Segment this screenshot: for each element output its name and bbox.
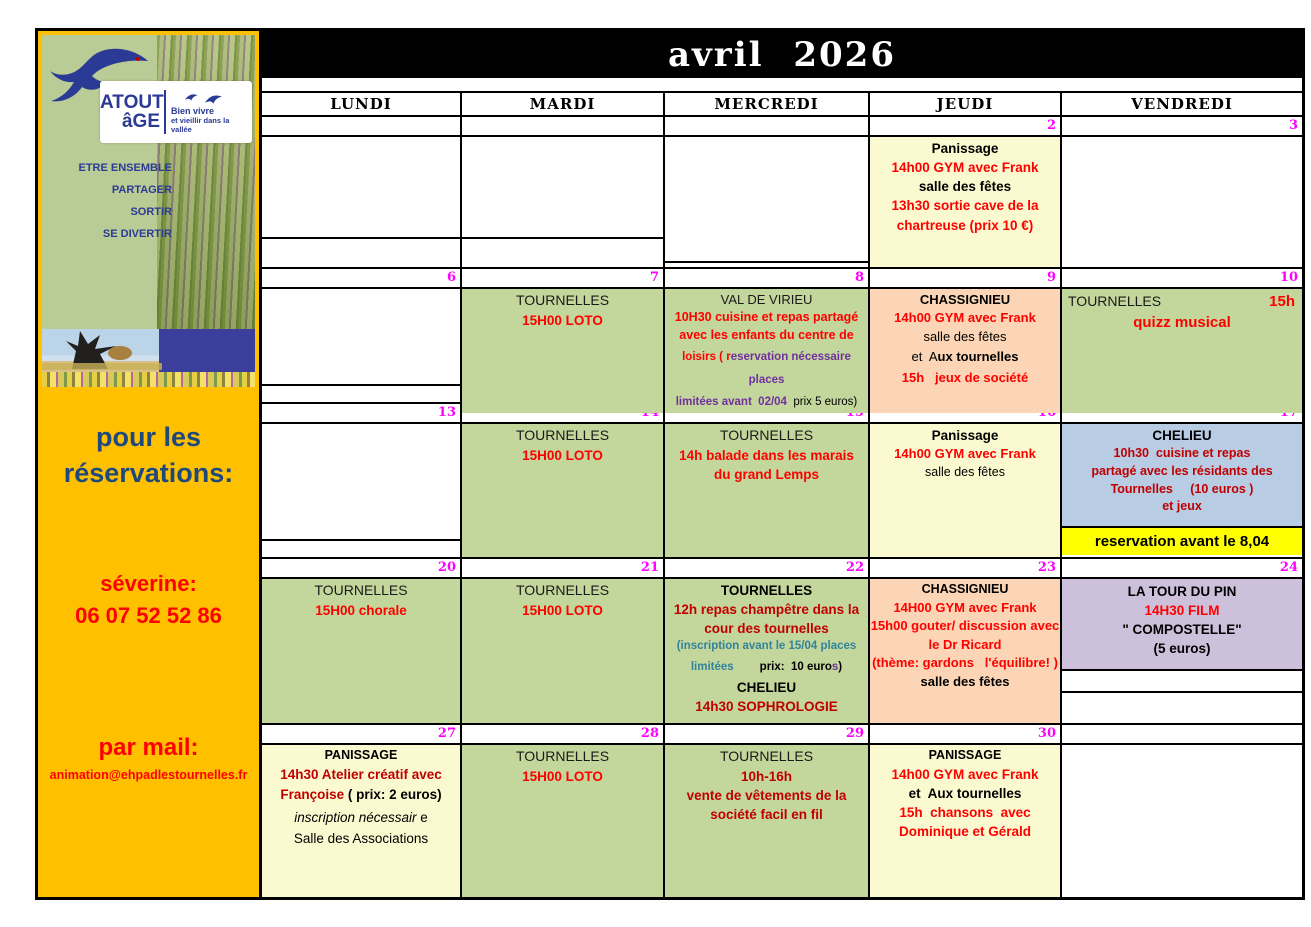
day-number-28: 28: [462, 725, 665, 743]
event-location: TOURNELLES: [719, 748, 814, 764]
event-location: TOURNELLES: [1068, 293, 1162, 309]
event-line: 14H30 FILM: [1144, 603, 1220, 619]
sidebar-contact-info: [38, 419, 259, 782]
event-line: 15H00 chorale: [315, 602, 407, 618]
event-line: (5 euros): [1153, 641, 1211, 657]
event-segment: et A: [911, 349, 938, 365]
empty-cell: [1062, 745, 1302, 897]
day-number-29: 29: [665, 725, 870, 743]
event-line: 15H00 LOTO: [522, 312, 603, 328]
logo-tagline-2: et vieillir dans la vallée: [171, 116, 230, 135]
reservations-heading: [38, 419, 259, 492]
day-number-30: 30: [870, 725, 1062, 743]
event-segment: 15h: [1269, 293, 1295, 310]
cell-divider: [262, 384, 460, 386]
event-cell-april-22: [665, 579, 870, 723]
event-line: salle des fêtes: [920, 673, 1010, 689]
flower-mosaic: [42, 372, 255, 387]
day-number-20: 20: [262, 559, 462, 577]
event-line: 12h repas champêtre dans la: [673, 602, 860, 618]
event-line: salle des fêtes: [925, 464, 1005, 479]
event-line: quizz musical: [1133, 314, 1231, 332]
day-number-13: 13: [262, 404, 462, 422]
contact-phone: 06 07 52 52 86: [75, 602, 222, 628]
empty-cell: [262, 289, 462, 413]
event-location: Panissage: [931, 428, 999, 443]
week1-number-row: [262, 117, 1302, 137]
day-number: [262, 117, 462, 135]
mail-address: animation@ehpadlestournelles.fr: [49, 768, 248, 783]
reservation-highlight: reservation avant le 8,04: [1062, 528, 1302, 555]
event-line: 14h00 GYM avec Frank: [894, 310, 1036, 326]
event-location: TOURNELLES: [515, 748, 610, 764]
cell-divider: [262, 539, 460, 541]
empty-strip: [1062, 671, 1302, 693]
day-number-9: 9: [870, 269, 1062, 287]
empty-cell: [462, 137, 665, 267]
event-location: CHASSIGNIEU: [919, 292, 1011, 307]
event-segment: eservation nécessaire places: [730, 350, 855, 386]
sidebar: [38, 31, 262, 897]
week4-number-row: [262, 559, 1302, 579]
sculpture-photo: [42, 329, 159, 372]
week1-content-row: [262, 137, 1302, 269]
event-segment: prix 5 euros): [786, 396, 858, 409]
reservations-line1: pour les: [95, 422, 202, 452]
event-segment: prix: 10 euro: [759, 660, 832, 673]
weekday-header-vendredi: VENDREDI: [1131, 95, 1233, 113]
event-line: 14h00 GYM avec Frank: [891, 766, 1039, 782]
day-number-3: 3: [1288, 118, 1298, 133]
event-location: VAL DE VIRIEU: [720, 292, 813, 307]
week5-content-row: [262, 745, 1302, 897]
event-line: 14h balade dans les marais: [679, 447, 854, 463]
event-line: cour des tournelles: [704, 621, 829, 637]
values-list: [46, 157, 172, 245]
week3-content-row: [262, 424, 1302, 559]
event-cell-april-14: [462, 424, 665, 557]
event-location: PANISSAGE: [324, 748, 398, 762]
event-line: 14h30 Atelier créatif avec: [280, 766, 442, 782]
cell-divider: [262, 237, 460, 239]
event-line: 14h30 SOPHROLOGIE: [695, 698, 838, 714]
event-line: [262, 784, 460, 807]
event-location: TOURNELLES: [515, 582, 610, 598]
event-cell-april-8: [665, 289, 870, 413]
event-segment: inscription nécessair: [294, 809, 417, 825]
photo-strip: [42, 329, 255, 387]
blue-panel: [159, 329, 255, 372]
contact-block: [38, 568, 259, 632]
event-line: 13h30 sortie cave de la: [891, 198, 1039, 214]
event-segment: ( prix: 2 euros): [344, 786, 442, 802]
spacer-row: [262, 78, 1302, 93]
small-birds-icon: [185, 92, 229, 106]
event-cell-april-23: [870, 579, 1062, 723]
value-item: SORTIR: [130, 206, 172, 218]
event-line: [262, 807, 460, 830]
event-location: TOURNELLES: [719, 427, 814, 443]
day-number-23: 23: [870, 559, 1062, 577]
value-item: PARTAGER: [111, 184, 172, 196]
event-line: salle des fêtes: [923, 328, 1007, 344]
day-number-6: 6: [262, 269, 462, 287]
empty-cell: [665, 137, 870, 267]
event-segment: ux tournelles: [937, 349, 1019, 365]
event-line: partagé avec les résidants des: [1091, 463, 1273, 478]
day-number-24: 24: [1279, 560, 1298, 575]
event-location: CHELIEU: [736, 679, 797, 695]
month-title: avril 2026: [262, 31, 1302, 78]
contact-name: séverine:: [100, 570, 197, 596]
event-cell-april-29: [665, 745, 870, 897]
event-line: 10h30 cuisine et repas: [1113, 446, 1251, 461]
event-line: vente de vêtements de la: [686, 788, 847, 804]
event-line: Dominique et Gérald: [898, 824, 1032, 840]
event-line: avec les enfants du centre de: [679, 328, 854, 343]
day-number-21: 21: [462, 559, 665, 577]
event-line: [1062, 291, 1302, 312]
week2-number-row: [262, 269, 1302, 289]
logo-tagline: [171, 90, 252, 135]
event-cell-april-10: [1062, 289, 1302, 413]
event-line: (thème: gardons l'équilibre! ): [872, 655, 1058, 671]
day-number: [1062, 725, 1302, 743]
day-number-22: 22: [665, 559, 870, 577]
event-line: 15H00 LOTO: [522, 447, 603, 463]
event-line: [665, 345, 868, 390]
logo-wordmark: [100, 92, 164, 132]
event-line: et Aux tournelles: [908, 785, 1022, 801]
event-line: du grand Lemps: [713, 467, 819, 483]
event-line: " COMPOSTELLE": [1122, 622, 1242, 638]
event-line: (inscription avant le 15/04 places: [676, 640, 857, 653]
calendar: [262, 31, 1302, 897]
week2-content-row: [262, 289, 1302, 409]
day-number-8: 8: [665, 269, 870, 287]
event-cell-april-17: [1062, 424, 1302, 557]
event-line: 15h jeux de société: [901, 370, 1029, 386]
event-line: et jeux: [1162, 499, 1202, 514]
empty-cell: [262, 424, 462, 557]
page-frame: [35, 28, 1305, 900]
logo-brand-bottom: âGE: [121, 111, 160, 132]
logo-brand-top: ATOUT: [100, 92, 164, 113]
event-line: 15H00 LOTO: [522, 602, 603, 618]
event-line: 15H00 LOTO: [522, 768, 603, 784]
weekday-header-mardi: MARDI: [462, 93, 665, 115]
logo-divider: [164, 90, 166, 134]
event-cell-april-16: [870, 424, 1062, 557]
reservations-line2: réservations:: [63, 458, 234, 489]
day-number-7: 7: [462, 269, 665, 287]
mail-block: [38, 734, 259, 783]
event-segment: s: [831, 660, 839, 673]
day-number-10: 10: [1279, 270, 1298, 285]
empty-cell: [262, 137, 462, 267]
event-location: CHASSIGNIEU: [921, 582, 1009, 596]
value-item: ETRE ENSEMBLE: [78, 162, 172, 174]
event-cell-april-21: [462, 579, 665, 723]
cell-divider: [665, 261, 868, 263]
day-number-27: 27: [262, 725, 462, 743]
event-segment: Françoise: [280, 786, 345, 802]
day-number: [462, 117, 665, 135]
event-segment: loisirs ( r: [682, 350, 731, 363]
event-location: LA TOUR DU PIN: [1127, 584, 1237, 599]
day-number: [665, 117, 870, 135]
event-line: [665, 655, 868, 678]
weekday-header-lundi: LUNDI: [262, 93, 462, 115]
event-segment: limitées avant 02/04: [675, 396, 787, 409]
event-location: PANISSAGE: [928, 748, 1002, 762]
event-line: Salle des Associations: [293, 831, 429, 847]
event-location: TOURNELLES: [314, 582, 408, 598]
event-line: [665, 390, 868, 413]
event-location: TOURNELLES: [515, 292, 610, 308]
weekday-header-jeudi: JEUDI: [870, 93, 1062, 115]
event-cell-blue: [1062, 424, 1302, 528]
event-segment: e: [416, 809, 428, 825]
event-location: CHELIEU: [1152, 428, 1212, 443]
event-line: 10h-16h: [740, 768, 793, 784]
empty-cell: [1062, 137, 1302, 267]
event-line: Tournelles (10 euros ): [1110, 481, 1254, 496]
event-cell-april-28: [462, 745, 665, 897]
event-line: société facil en fil: [710, 807, 823, 823]
event-segment: ): [838, 660, 843, 673]
event-line: [870, 346, 1060, 369]
event-location: TOURNELLES: [515, 427, 610, 443]
event-cell-april-27: [262, 745, 462, 897]
event-line: le Dr Ricard: [928, 636, 1002, 652]
event-location: TOURNELLES: [720, 583, 813, 598]
week5-number-row: [262, 725, 1302, 745]
weekday-header-row: [262, 93, 1302, 117]
week4-content-row: [262, 579, 1302, 725]
weekday-header-mercredi: MERCREDI: [665, 93, 870, 115]
event-line: salle des fêtes: [918, 179, 1012, 195]
event-cell-april-30: [870, 745, 1062, 897]
event-line: 14H00 GYM avec Frank: [893, 599, 1037, 615]
event-cell-april-20: [262, 579, 462, 723]
event-line: 14h00 GYM avec Frank: [891, 160, 1039, 176]
event-cell-april-15: [665, 424, 870, 557]
cell-divider: [462, 237, 663, 239]
logo-tagline-1: Bien vivre: [171, 105, 215, 116]
event-cell-april-7: [462, 289, 665, 413]
event-cell-april-9: [870, 289, 1062, 413]
event-line: 10H30 cuisine et repas partagé: [674, 310, 859, 325]
event-location: Panissage: [931, 141, 999, 156]
day-number-2: 2: [870, 117, 1062, 135]
atout-age-logo: [100, 81, 252, 143]
brochure-cover: [42, 35, 255, 387]
event-cell-purple: [1062, 579, 1302, 671]
event-line: 14h00 GYM avec Frank: [894, 446, 1036, 462]
value-item: SE DIVERTIR: [102, 228, 172, 240]
event-segment: limitées: [690, 660, 734, 673]
event-cell-april-2: [870, 137, 1062, 267]
event-cell-april-24: [1062, 579, 1302, 723]
mail-label: par mail:: [98, 733, 199, 761]
event-line: 15h00 gouter/ discussion avec: [870, 618, 1060, 634]
event-line: chartreuse (prix 10 €): [896, 217, 1034, 233]
event-line: 15h chansons avec: [899, 805, 1031, 821]
